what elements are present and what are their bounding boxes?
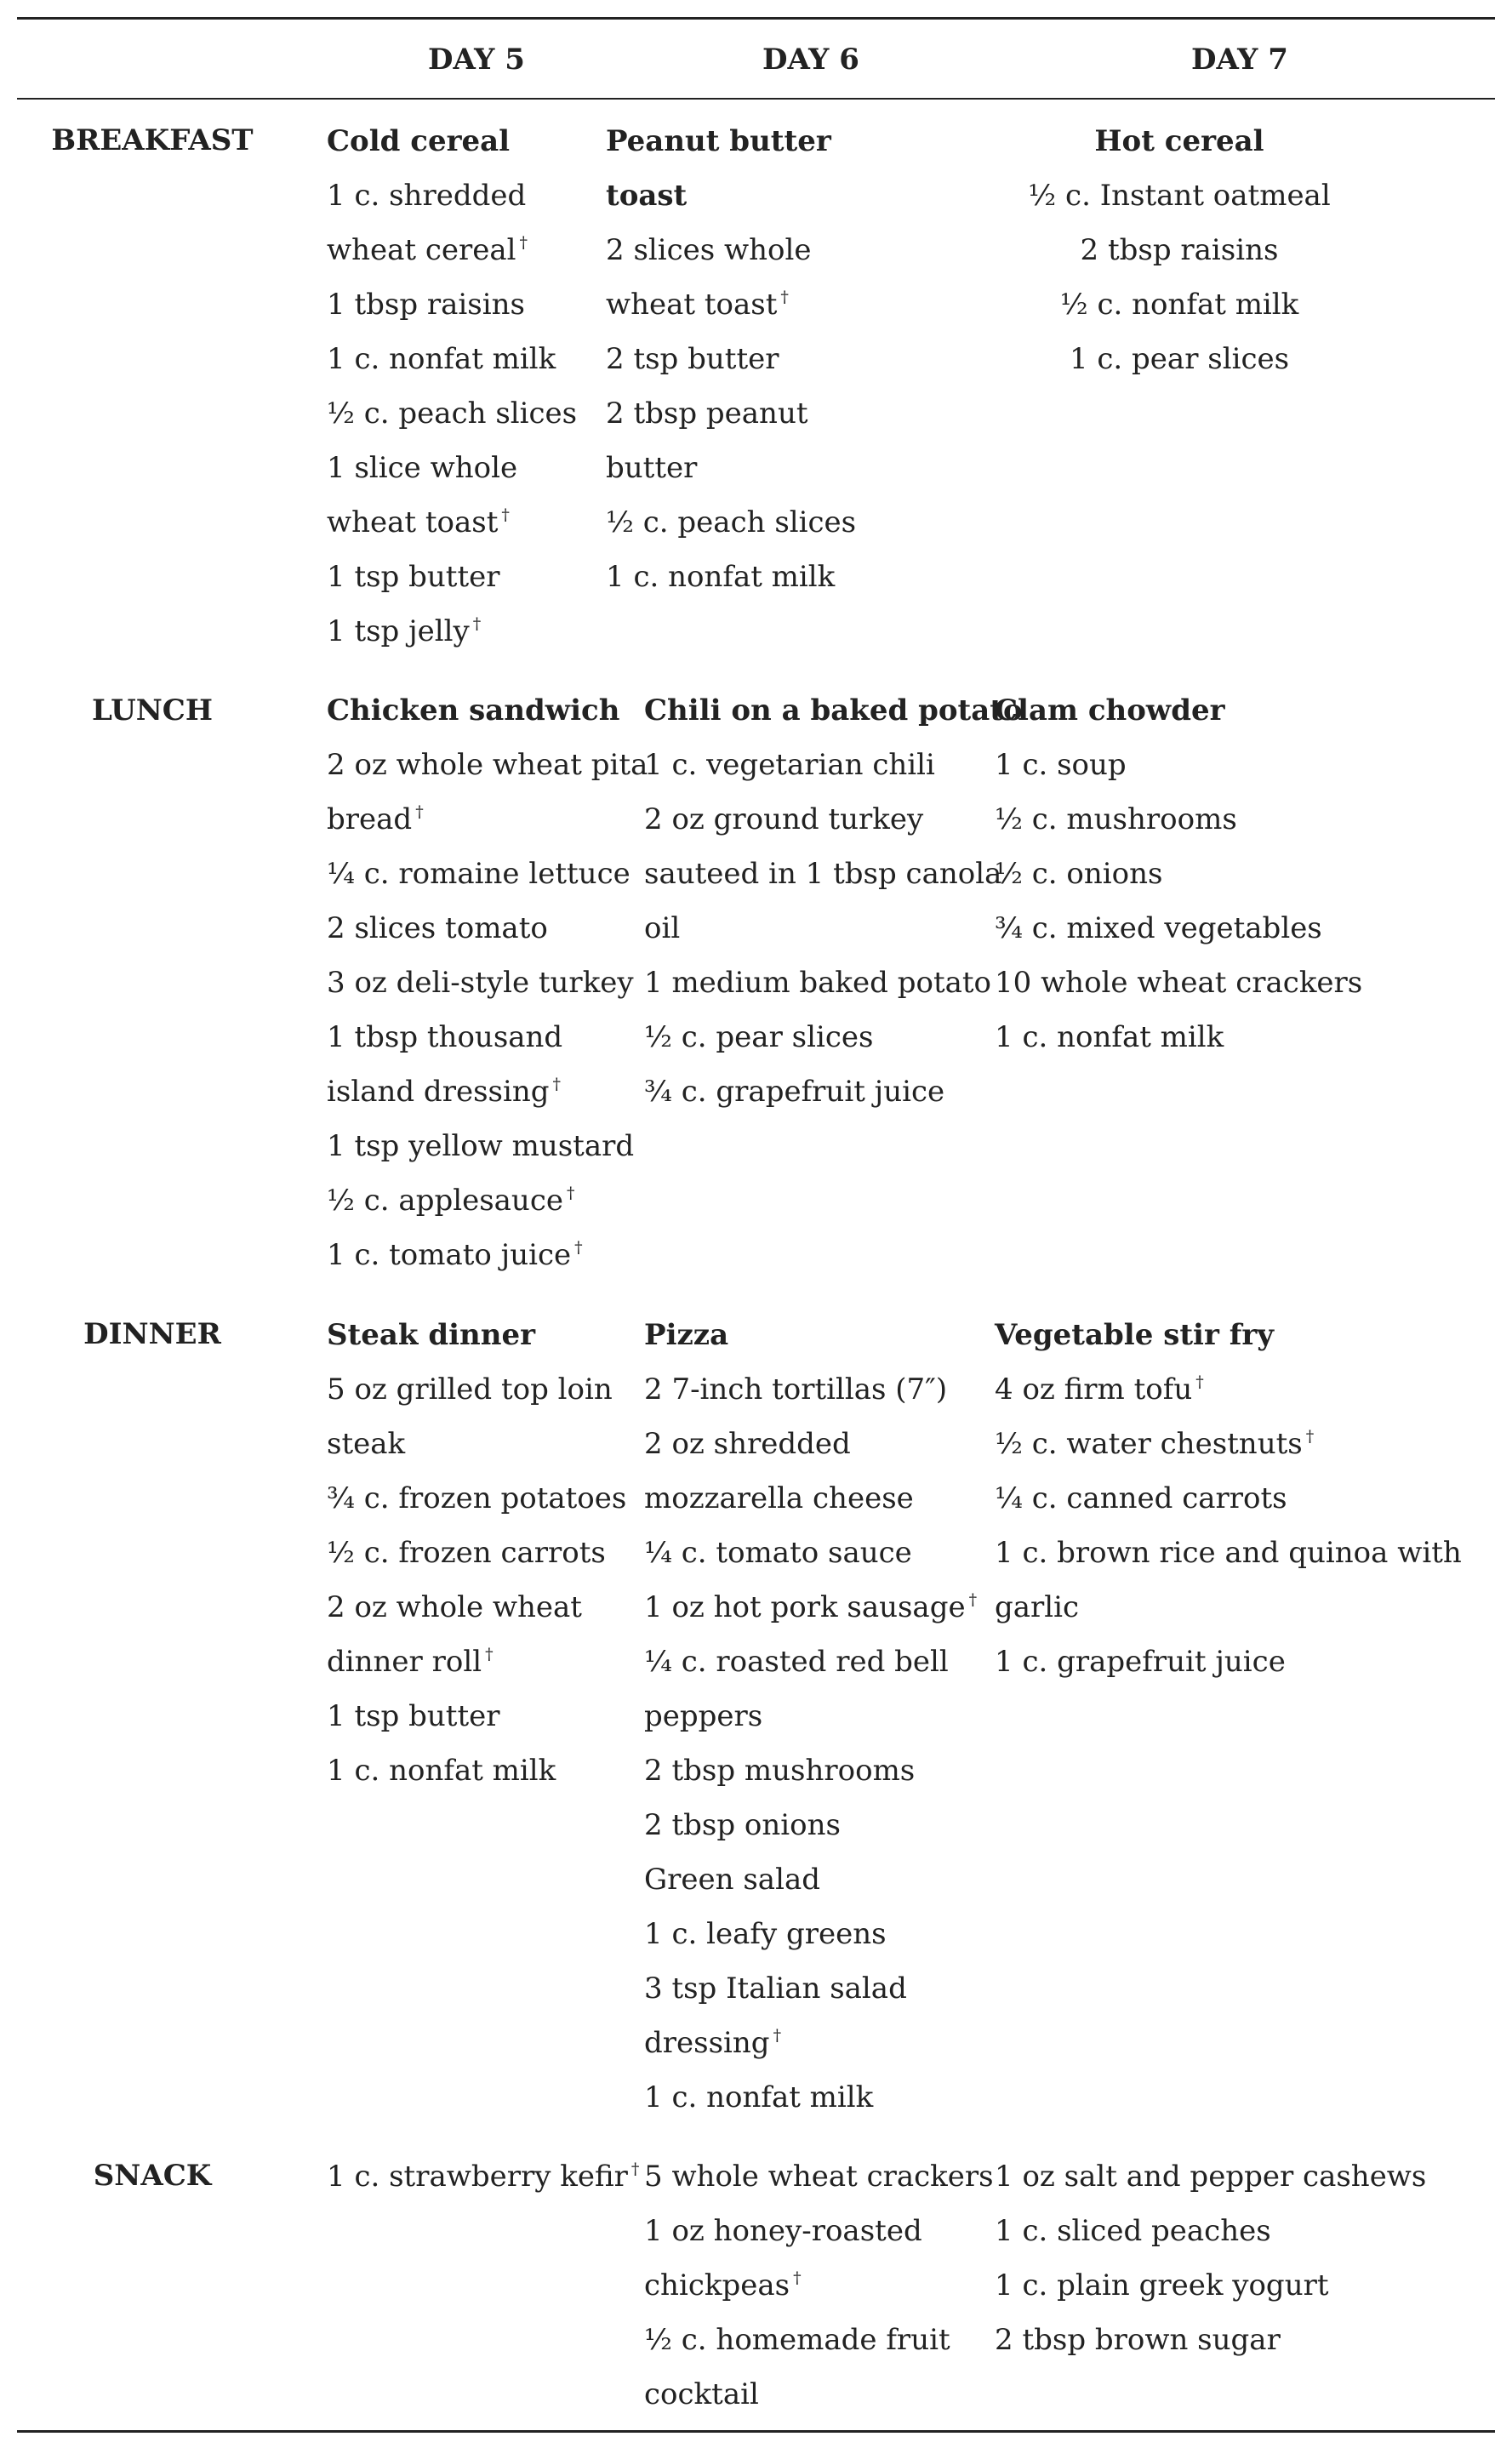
row-label-snack: SNACK bbox=[93, 2159, 212, 2193]
ingredient-line bbox=[995, 1010, 1362, 1064]
cell-dinner-day7 bbox=[995, 1308, 1462, 1689]
dagger-footnote-mark: † bbox=[552, 1075, 562, 1093]
ingredient-text: 2 tbsp mushrooms bbox=[644, 1754, 916, 1788]
ingredient-line bbox=[327, 1526, 626, 1580]
dish-title: Steak dinner bbox=[327, 1318, 535, 1352]
ingredient-line bbox=[995, 847, 1362, 901]
ingredient-line bbox=[995, 1362, 1462, 1417]
ingredient-text: 5 whole wheat crackers bbox=[644, 2160, 994, 2194]
ingredient-line bbox=[644, 2016, 977, 2070]
ingredient-text: ½ c. Instant oatmeal bbox=[1028, 179, 1331, 213]
ingredient-text: 1 tsp yellow mustard bbox=[327, 1129, 635, 1163]
ingredient-line bbox=[644, 1417, 977, 1471]
ingredient-text: 5 oz grilled top loin bbox=[327, 1372, 613, 1407]
ingredient-line bbox=[995, 901, 1362, 956]
ingredient-text: 2 oz ground turkey bbox=[644, 802, 924, 836]
ingredient-line bbox=[644, 792, 1023, 847]
ingredient-line bbox=[644, 1362, 977, 1417]
ingredient-line bbox=[327, 277, 577, 332]
ingredient-text: 2 tbsp peanut bbox=[606, 397, 808, 431]
dish-title: Peanut butter bbox=[606, 124, 831, 158]
ingredient-line bbox=[644, 2313, 994, 2367]
ingredient-line bbox=[995, 2313, 1426, 2367]
ingredient-line bbox=[327, 168, 577, 223]
ingredient-line bbox=[995, 1526, 1462, 1580]
ingredient-text: 1 c. nonfat milk bbox=[327, 342, 556, 376]
cell-breakfast-day6 bbox=[606, 114, 856, 604]
cell-dinner-day6 bbox=[644, 1308, 977, 2125]
ingredient-line bbox=[327, 1362, 626, 1417]
ingredient-text: ¼ c. roasted red bell bbox=[644, 1645, 949, 1679]
dagger-footnote-mark: † bbox=[968, 1590, 978, 1609]
ingredient-text: 2 slices tomato bbox=[327, 911, 548, 945]
cell-lunch-day7 bbox=[995, 683, 1362, 1064]
ingredient-text: cocktail bbox=[644, 2377, 759, 2411]
dagger-footnote-mark: † bbox=[773, 2026, 782, 2045]
ingredient-line bbox=[1009, 332, 1349, 386]
ingredient-line bbox=[606, 550, 856, 604]
ingredient-text: ¾ c. mixed vegetables bbox=[995, 911, 1322, 945]
ingredient-text: 1 c. grapefruit juice bbox=[995, 1645, 1286, 1679]
ingredient-text: 1 oz honey-roasted bbox=[644, 2214, 922, 2248]
ingredient-text: 1 c. strawberry kefir bbox=[327, 2160, 628, 2194]
ingredient-line bbox=[995, 2149, 1426, 2204]
dish-title: Vegetable stir fry bbox=[995, 1318, 1274, 1352]
ingredient-text: bread bbox=[327, 802, 413, 836]
ingredient-line bbox=[327, 956, 648, 1010]
ingredient-text: 3 oz deli-style turkey bbox=[327, 966, 634, 1000]
dish-title: toast bbox=[606, 179, 688, 213]
ingredient-line bbox=[327, 1743, 626, 1798]
dagger-footnote-mark: † bbox=[567, 1184, 575, 1202]
ingredient-line bbox=[995, 2258, 1426, 2313]
ingredient-list bbox=[327, 738, 648, 1282]
ingredient-text: 2 tbsp onions bbox=[644, 1808, 841, 1842]
ingredient-line bbox=[606, 223, 856, 277]
ingredient-line bbox=[1009, 168, 1349, 223]
ingredient-text: steak bbox=[327, 1427, 406, 1461]
ingredient-line bbox=[995, 956, 1362, 1010]
ingredient-line bbox=[644, 1907, 977, 1961]
ingredient-line bbox=[327, 1010, 648, 1064]
ingredient-text: 2 7-inch tortillas (7″) bbox=[644, 1372, 948, 1407]
ingredient-line bbox=[644, 1689, 977, 1743]
ingredient-text: 4 oz firm tofu bbox=[995, 1372, 1193, 1407]
ingredient-text: ¼ c. canned carrots bbox=[995, 1481, 1287, 1515]
ingredient-line bbox=[995, 1635, 1462, 1689]
ingredient-line bbox=[327, 1064, 648, 1119]
ingredient-line bbox=[995, 1471, 1462, 1526]
ingredient-line bbox=[327, 550, 577, 604]
ingredient-text: 1 c. leafy greens bbox=[644, 1917, 887, 1951]
ingredient-text: 10 whole wheat crackers bbox=[995, 966, 1363, 1000]
ingredient-text: 1 tbsp raisins bbox=[327, 288, 525, 322]
cell-dinner-day5 bbox=[327, 1308, 626, 1798]
dagger-footnote-mark: † bbox=[1195, 1372, 1204, 1391]
ingredient-text: Green salad bbox=[644, 1863, 820, 1897]
dish-title: Pizza bbox=[644, 1318, 729, 1352]
ingredient-line bbox=[995, 738, 1362, 792]
ingredient-text: 1 c. nonfat milk bbox=[606, 560, 836, 594]
cell-snack-day6 bbox=[644, 2149, 994, 2422]
ingredient-text: 3 tsp Italian salad bbox=[644, 1972, 907, 2006]
ingredient-text: ½ c. frozen carrots bbox=[327, 1536, 606, 1570]
ingredient-text: ½ c. pear slices bbox=[644, 1020, 874, 1054]
ingredient-text: 1 tsp butter bbox=[327, 560, 500, 594]
ingredient-line bbox=[606, 277, 856, 332]
ingredient-text: 1 c. tomato juice bbox=[327, 1238, 572, 1272]
cell-breakfast-day5 bbox=[327, 114, 577, 659]
ingredient-text: ½ c. onions bbox=[995, 857, 1163, 891]
ingredient-list bbox=[995, 2149, 1426, 2367]
ingredient-text: ¾ c. grapefruit juice bbox=[644, 1075, 945, 1109]
ingredient-line bbox=[995, 1417, 1462, 1471]
ingredient-text: 2 tbsp brown sugar bbox=[995, 2323, 1281, 2357]
dish-title: Cold cereal bbox=[327, 124, 511, 158]
ingredient-text: 1 c. shredded bbox=[327, 179, 527, 213]
ingredient-line bbox=[644, 2149, 994, 2204]
ingredient-text: 1 tsp butter bbox=[327, 1699, 500, 1733]
ingredient-text: 1 medium baked potato bbox=[644, 966, 992, 1000]
ingredient-line bbox=[644, 1798, 977, 1852]
table-header-rule bbox=[17, 98, 1495, 100]
ingredient-text: 1 c. nonfat milk bbox=[644, 2080, 874, 2114]
ingredient-text: ½ c. peach slices bbox=[606, 505, 857, 539]
dagger-footnote-mark: † bbox=[630, 2160, 640, 2178]
ingredient-line bbox=[644, 1961, 977, 2016]
dish-title: Clam chowder bbox=[995, 693, 1225, 728]
ingredient-line bbox=[327, 604, 577, 659]
ingredient-line bbox=[995, 2204, 1426, 2258]
ingredient-line bbox=[327, 847, 648, 901]
row-label-dinner: DINNER bbox=[83, 1317, 221, 1351]
ingredient-text: 1 c. pear slices bbox=[1069, 342, 1290, 376]
ingredient-line bbox=[327, 1635, 626, 1689]
ingredient-line bbox=[644, 1010, 1023, 1064]
ingredient-text: 1 tbsp thousand bbox=[327, 1020, 563, 1054]
dagger-footnote-mark: † bbox=[501, 505, 510, 524]
ingredient-text: 2 tsp butter bbox=[606, 342, 779, 376]
ingredient-text: peppers bbox=[644, 1699, 763, 1733]
ingredient-text: wheat toast bbox=[327, 505, 499, 539]
dagger-footnote-mark: † bbox=[415, 802, 424, 821]
ingredient-text: ½ c. homemade fruit bbox=[644, 2323, 950, 2357]
cell-lunch-day5 bbox=[327, 683, 648, 1282]
ingredient-line bbox=[327, 792, 648, 847]
ingredient-text: 1 c. plain greek yogurt bbox=[995, 2268, 1329, 2302]
ingredient-text: ½ c. mushrooms bbox=[995, 802, 1237, 836]
ingredient-text: 1 c. nonfat milk bbox=[995, 1020, 1224, 1054]
ingredient-list bbox=[995, 1362, 1462, 1689]
ingredient-line bbox=[606, 495, 856, 550]
ingredient-text: 1 c. nonfat milk bbox=[327, 1754, 556, 1788]
ingredient-text: 1 c. soup bbox=[995, 748, 1127, 782]
ingredient-list bbox=[327, 1362, 626, 1798]
ingredient-text: 1 c. sliced peaches bbox=[995, 2214, 1271, 2248]
dagger-footnote-mark: † bbox=[1305, 1427, 1315, 1446]
ingredient-line bbox=[1009, 223, 1349, 277]
cell-lunch-day6 bbox=[644, 683, 1023, 1119]
table-bottom-rule bbox=[17, 2430, 1495, 2433]
ingredient-line bbox=[644, 738, 1023, 792]
ingredient-text: ¾ c. frozen potatoes bbox=[327, 1481, 627, 1515]
ingredient-line bbox=[327, 1173, 648, 1228]
ingredient-line bbox=[327, 223, 577, 277]
ingredient-list bbox=[327, 168, 577, 659]
dagger-footnote-mark: † bbox=[519, 233, 528, 252]
row-label-breakfast: BREAKFAST bbox=[51, 123, 254, 157]
ingredient-text: 1 slice whole bbox=[327, 451, 518, 485]
ingredient-line bbox=[644, 901, 1023, 956]
ingredient-text: dressing bbox=[644, 2026, 770, 2060]
ingredient-line bbox=[644, 847, 1023, 901]
cell-breakfast-day7 bbox=[1009, 114, 1349, 386]
ingredient-line bbox=[327, 386, 577, 441]
ingredient-text: mozzarella cheese bbox=[644, 1481, 914, 1515]
column-header-day5: DAY 5 bbox=[428, 43, 525, 77]
ingredient-text: chickpeas bbox=[644, 2268, 790, 2302]
ingredient-text: wheat toast bbox=[606, 288, 778, 322]
ingredient-line bbox=[1009, 277, 1349, 332]
ingredient-text: ½ c. applesauce bbox=[327, 1184, 563, 1218]
dagger-footnote-mark: † bbox=[485, 1645, 494, 1663]
ingredient-line bbox=[644, 2070, 977, 2125]
ingredient-line bbox=[606, 441, 856, 495]
cell-snack-day5 bbox=[327, 2149, 639, 2204]
ingredient-line bbox=[644, 956, 1023, 1010]
ingredient-text: 2 oz shredded bbox=[644, 1427, 851, 1461]
ingredient-text: 1 oz hot pork sausage bbox=[644, 1590, 966, 1624]
ingredient-text: wheat cereal bbox=[327, 233, 516, 267]
cell-snack-day7 bbox=[995, 2149, 1426, 2367]
ingredient-line bbox=[327, 441, 577, 495]
row-label-lunch: LUNCH bbox=[92, 693, 213, 728]
ingredient-text: island dressing bbox=[327, 1075, 550, 1109]
ingredient-text: garlic bbox=[995, 1590, 1080, 1624]
ingredient-list bbox=[644, 738, 1023, 1119]
ingredient-text: 1 c. vegetarian chili bbox=[644, 748, 935, 782]
table-top-rule bbox=[17, 17, 1495, 20]
ingredient-line bbox=[327, 1417, 626, 1471]
ingredient-line bbox=[327, 1119, 648, 1173]
column-header-day7: DAY 7 bbox=[1191, 43, 1288, 77]
ingredient-list bbox=[644, 1362, 977, 2125]
ingredient-line bbox=[644, 2258, 994, 2313]
ingredient-text: oil bbox=[644, 911, 681, 945]
dish-title: Hot cereal bbox=[1094, 124, 1264, 158]
dagger-footnote-mark: † bbox=[472, 614, 482, 633]
ingredient-line bbox=[327, 901, 648, 956]
dagger-footnote-mark: † bbox=[574, 1238, 583, 1257]
ingredient-line bbox=[327, 2149, 639, 2204]
ingredient-line bbox=[644, 1064, 1023, 1119]
ingredient-text: 1 c. brown rice and quinoa with bbox=[995, 1536, 1462, 1570]
ingredient-text: sauteed in 1 tbsp canola bbox=[644, 857, 1002, 891]
ingredient-line bbox=[327, 495, 577, 550]
ingredient-line bbox=[644, 1471, 977, 1526]
ingredient-line bbox=[327, 1580, 626, 1635]
ingredient-line bbox=[606, 332, 856, 386]
ingredient-text: ½ c. nonfat milk bbox=[1059, 288, 1299, 322]
ingredient-list bbox=[644, 2149, 994, 2422]
ingredient-line bbox=[995, 1580, 1462, 1635]
ingredient-line bbox=[644, 2204, 994, 2258]
ingredient-line bbox=[327, 738, 648, 792]
ingredient-line bbox=[327, 1228, 648, 1282]
ingredient-line bbox=[327, 1689, 626, 1743]
column-header-day6: DAY 6 bbox=[762, 43, 859, 77]
ingredient-text: ½ c. water chestnuts bbox=[995, 1427, 1303, 1461]
ingredient-text: butter bbox=[606, 451, 698, 485]
ingredient-list bbox=[327, 2149, 639, 2204]
ingredient-line bbox=[644, 1580, 977, 1635]
dagger-footnote-mark: † bbox=[793, 2268, 802, 2287]
ingredient-text: 2 oz whole wheat pita bbox=[327, 748, 648, 782]
ingredient-text: ½ c. peach slices bbox=[327, 397, 578, 431]
dagger-footnote-mark: † bbox=[780, 288, 789, 306]
ingredient-list bbox=[606, 223, 856, 604]
ingredient-text: 1 oz salt and pepper cashews bbox=[995, 2160, 1427, 2194]
ingredient-text: dinner roll bbox=[327, 1645, 482, 1679]
ingredient-line bbox=[644, 1635, 977, 1689]
ingredient-line bbox=[995, 792, 1362, 847]
ingredient-text: 2 tbsp raisins bbox=[1080, 233, 1279, 267]
dish-title: Chili on a baked potato bbox=[644, 693, 1023, 728]
ingredient-list bbox=[995, 738, 1362, 1064]
ingredient-line bbox=[644, 1743, 977, 1798]
ingredient-text: ¼ c. tomato sauce bbox=[644, 1536, 912, 1570]
dish-title: Chicken sandwich bbox=[327, 693, 620, 728]
ingredient-text: ¼ c. romaine lettuce bbox=[327, 857, 630, 891]
ingredient-line bbox=[327, 332, 577, 386]
ingredient-line bbox=[606, 386, 856, 441]
ingredient-line bbox=[327, 1471, 626, 1526]
ingredient-line bbox=[644, 2367, 994, 2422]
ingredient-list bbox=[1009, 168, 1349, 386]
ingredient-line bbox=[644, 1526, 977, 1580]
ingredient-line bbox=[644, 1852, 977, 1907]
ingredient-text: 1 tsp jelly bbox=[327, 614, 470, 648]
ingredient-text: 2 oz whole wheat bbox=[327, 1590, 582, 1624]
ingredient-text: 2 slices whole bbox=[606, 233, 812, 267]
